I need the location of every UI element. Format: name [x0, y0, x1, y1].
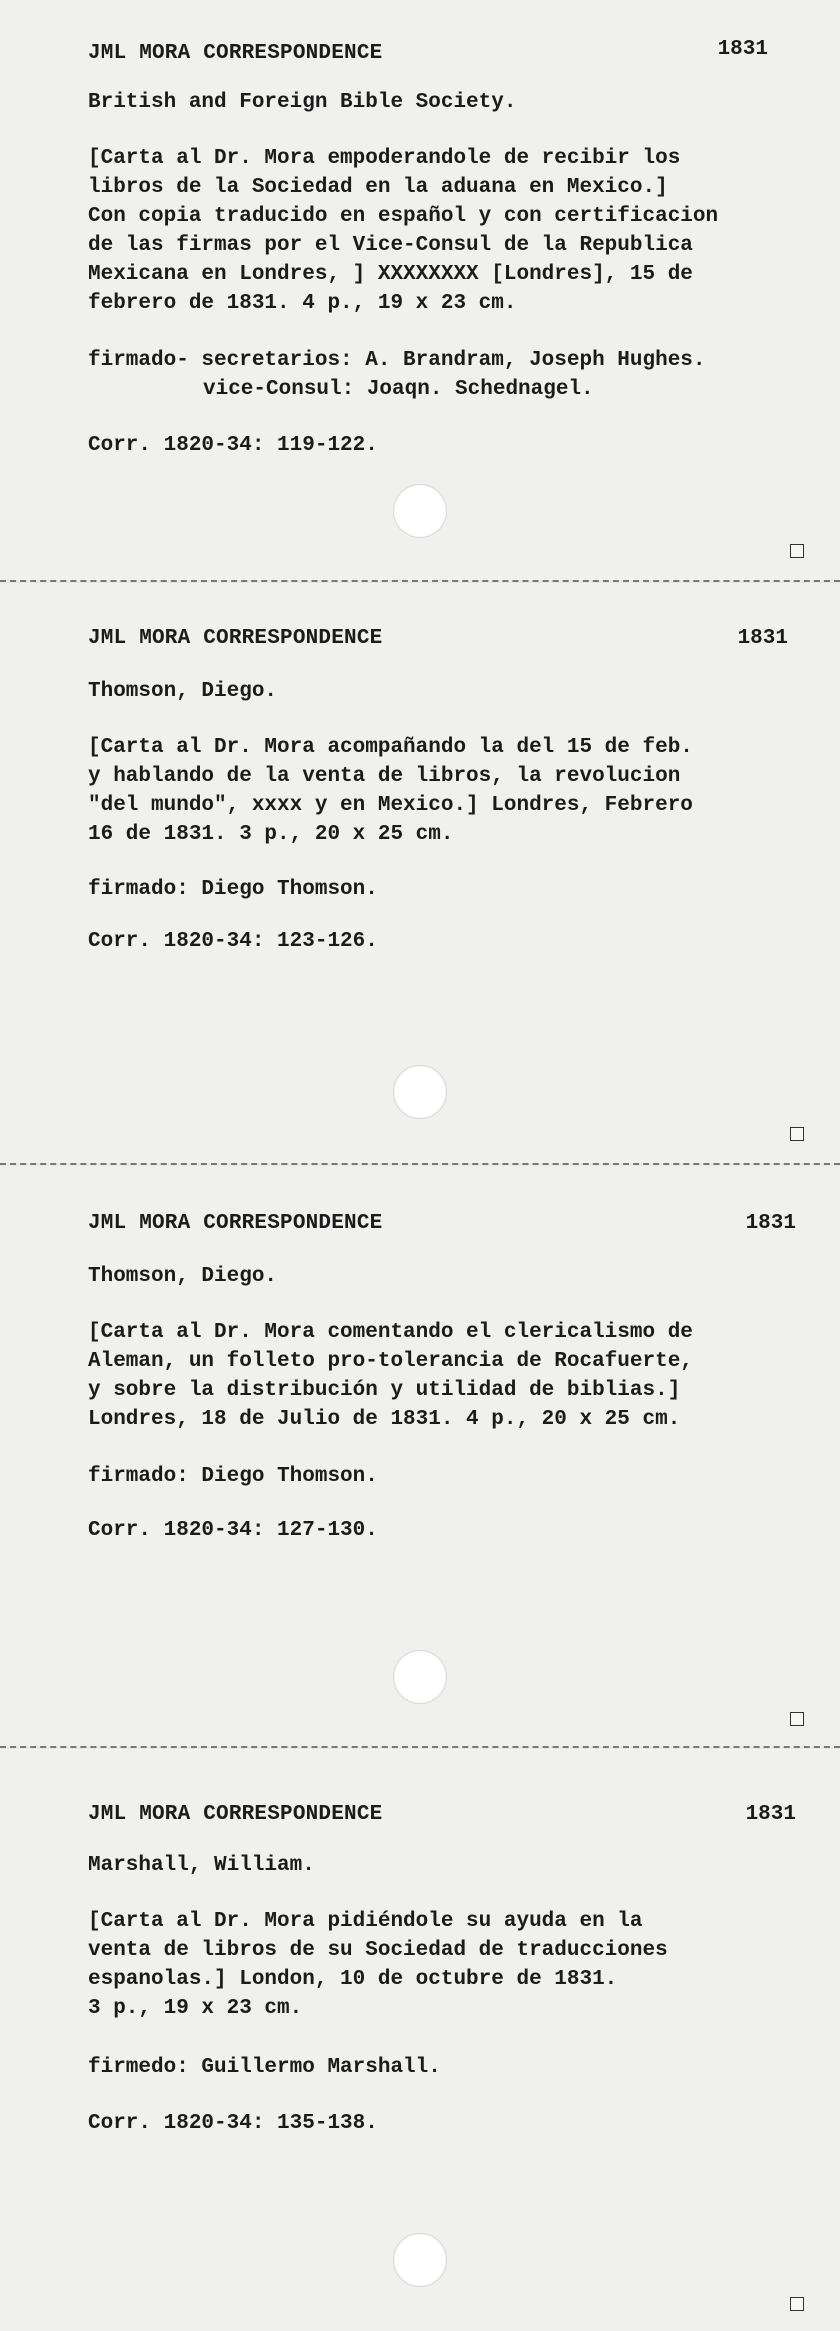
- description-line: libros de la Sociedad en la aduana en Mexico.]: [88, 176, 668, 199]
- card-signature: [88, 1462, 840, 1491]
- card-header: JML MORA CORRESPONDENCE: [88, 1803, 383, 1826]
- description-line: de las firmas por el Vice-Consul de la Republica: [88, 234, 693, 257]
- description-line: [Carta al Dr. Mora acompañando la del 15 de feb.: [88, 736, 693, 759]
- card-name: British and Foreign Bible Society.: [88, 91, 517, 114]
- perforation-line: [0, 1746, 840, 1748]
- catalog-card: [0, 0, 840, 580]
- card-name: Thomson, Diego.: [88, 680, 278, 703]
- checkbox-mark: [790, 544, 804, 558]
- description-line: Aleman, un folleto pro-tolerancia de Rocafuerte,: [88, 1350, 693, 1373]
- card-description: [88, 733, 840, 849]
- perforation-line: [0, 580, 840, 582]
- description-line: "del mundo", xxxx y en Mexico.] Londres, Febrero: [88, 794, 693, 817]
- checkbox-mark: [790, 1712, 804, 1726]
- card-year: 1831: [745, 1212, 796, 1235]
- signature-line: firmedo: Guillermo Marshall.: [88, 2056, 441, 2079]
- description-line: Mexicana en Londres, ] XXXXXXXX [Londres], 15 de: [88, 263, 693, 286]
- signature-line: firmado: Diego Thomson.: [88, 878, 378, 901]
- signature-line: firmado: Diego Thomson.: [88, 1465, 378, 1488]
- card-signature: [88, 346, 840, 404]
- punch-hole: [393, 2233, 447, 2287]
- perforation-line: [0, 1163, 840, 1165]
- card-year: 1831: [745, 1803, 796, 1826]
- card-signature: [88, 2053, 840, 2082]
- description-line: [Carta al Dr. Mora empoderandole de recibir los: [88, 147, 681, 170]
- description-line: y sobre la distribución y utilidad de biblias.]: [88, 1379, 681, 1402]
- card-year: 1831: [737, 627, 788, 650]
- signature-line: firmado- secretarios: A. Brandram, Joseph Hughes.: [88, 349, 706, 372]
- card-name: Marshall, William.: [88, 1854, 315, 1877]
- description-line: y hablando de la venta de libros, la revolucion: [88, 765, 681, 788]
- description-line: Londres, 18 de Julio de 1831. 4 p., 20 x 25 cm.: [88, 1408, 681, 1431]
- description-line: [Carta al Dr. Mora comentando el clericalismo de: [88, 1321, 693, 1344]
- checkbox-mark: [790, 2297, 804, 2311]
- description-line: 16 de 1831. 3 p., 20 x 25 cm.: [88, 823, 454, 846]
- card-corr-reference: Corr. 1820-34: 123-126.: [88, 930, 378, 953]
- checkbox-mark: [790, 1127, 804, 1141]
- card-signature: [88, 875, 840, 904]
- card-header: JML MORA CORRESPONDENCE: [88, 1212, 383, 1235]
- card-corr-reference: Corr. 1820-34: 119-122.: [88, 434, 378, 457]
- description-line: [Carta al Dr. Mora pidiéndole su ayuda en la: [88, 1910, 643, 1933]
- description-line: venta de libros de su Sociedad de traducciones: [88, 1939, 668, 1962]
- card-description: [88, 1318, 840, 1434]
- card-corr-reference: Corr. 1820-34: 127-130.: [88, 1519, 378, 1542]
- punch-hole: [393, 1650, 447, 1704]
- signature-line: vice-Consul: Joaqn. Schednagel.: [203, 378, 594, 401]
- card-year: 1831: [717, 38, 768, 61]
- card-name: Thomson, Diego.: [88, 1265, 278, 1288]
- catalog-card: [0, 583, 840, 1163]
- card-header: JML MORA CORRESPONDENCE: [88, 42, 383, 65]
- card-corr-reference: Corr. 1820-34: 135-138.: [88, 2112, 378, 2135]
- description-line: Con copia traducido en español y con certificacion: [88, 205, 719, 228]
- punch-hole: [393, 484, 447, 538]
- card-header: JML MORA CORRESPONDENCE: [88, 627, 383, 650]
- description-line: febrero de 1831. 4 p., 19 x 23 cm.: [88, 292, 517, 315]
- card-description: [88, 144, 840, 318]
- description-line: espanolas.] London, 10 de octubre de 1831.: [88, 1968, 618, 1991]
- punch-hole: [393, 1065, 447, 1119]
- card-description: [88, 1907, 840, 2023]
- catalog-card: [0, 1749, 840, 2331]
- description-line: 3 p., 19 x 23 cm.: [88, 1997, 303, 2020]
- catalog-card: [0, 1166, 840, 1746]
